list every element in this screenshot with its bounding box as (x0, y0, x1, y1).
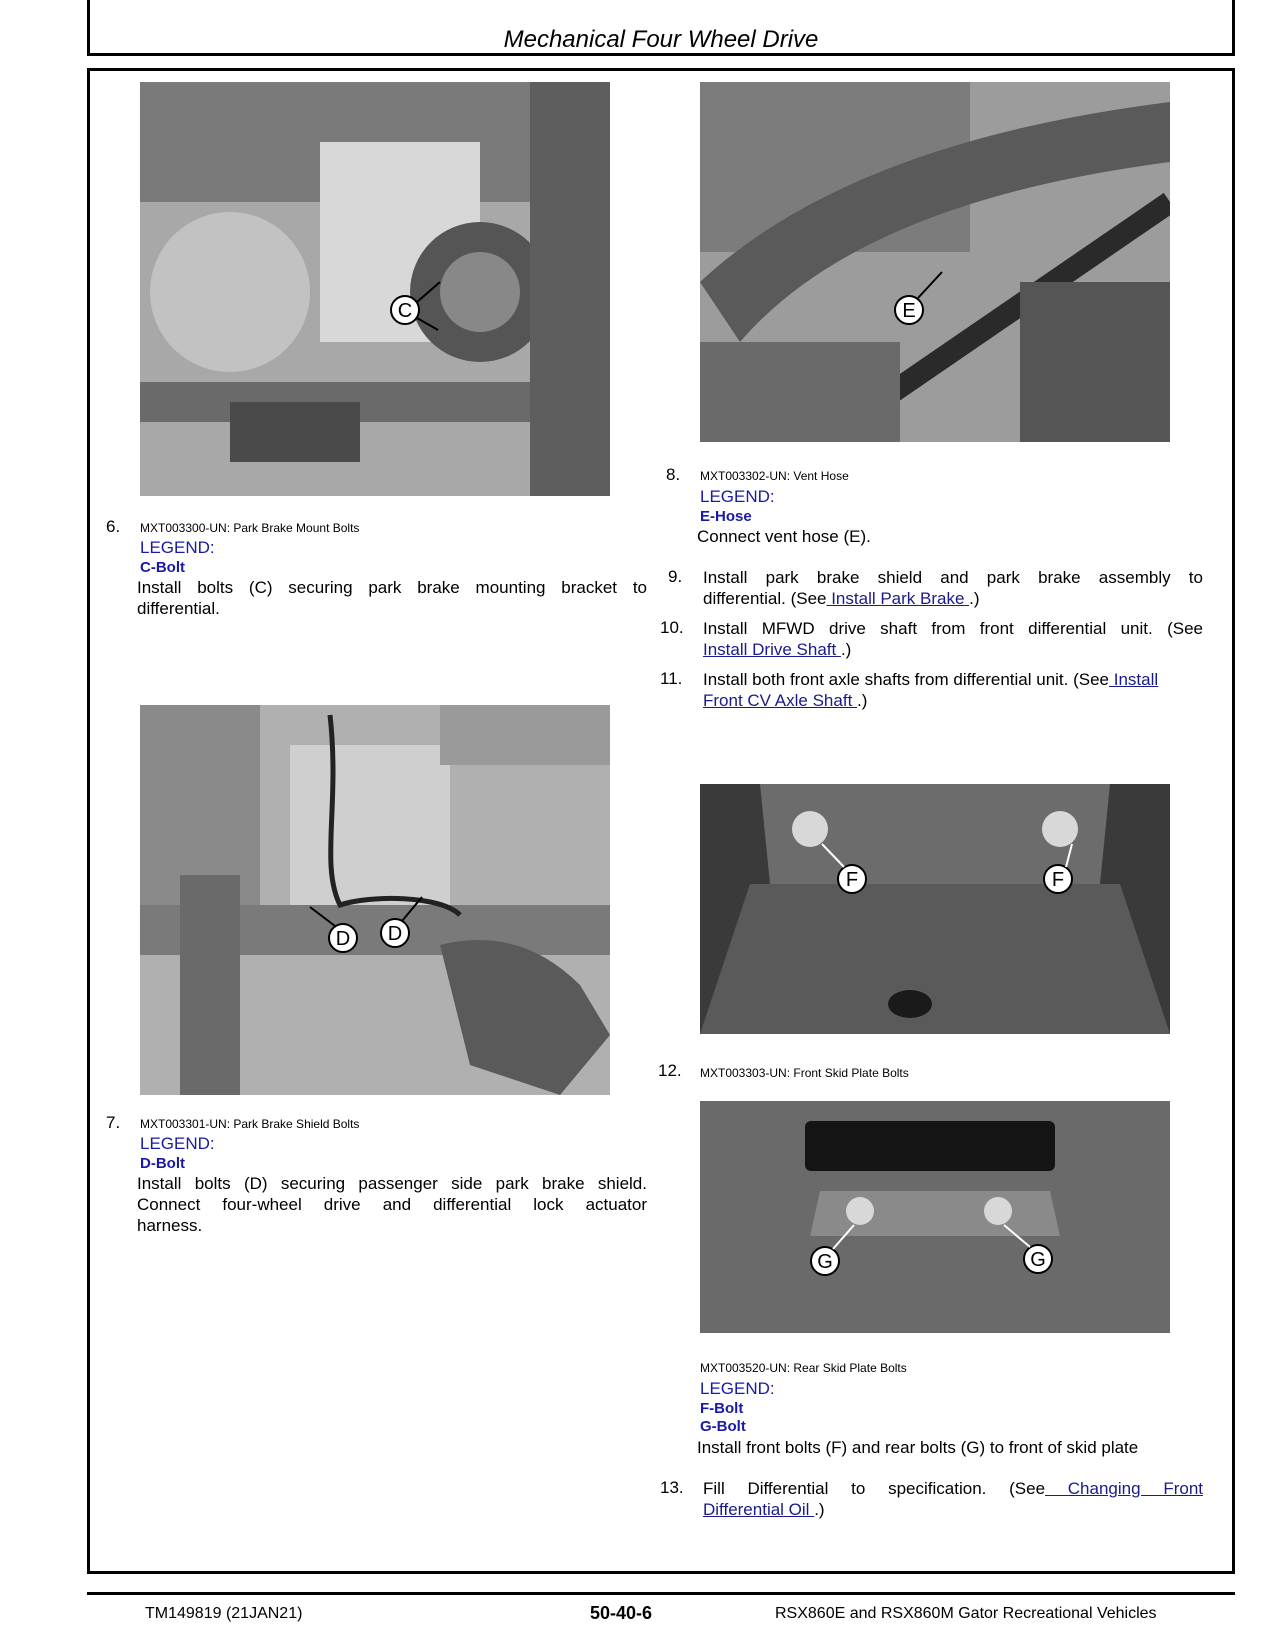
footer-page-number: 50-40-6 (590, 1603, 653, 1623)
figure-front-skid-plate-bolts (700, 784, 1170, 1034)
install-front-cv-axle-shaft-link[interactable]: Front CV Axle Shaft (703, 691, 858, 710)
figure-park-brake-mount-bolts (140, 82, 610, 496)
legend-title: LEGEND: (140, 538, 215, 557)
install-park-brake-link[interactable]: Install Park Brake (826, 589, 970, 608)
step-text-part: .) (814, 1500, 825, 1519)
step-text-part: .) (857, 691, 868, 710)
legend-title: LEGEND: (700, 1379, 775, 1398)
step-text: Connect four-wheel drive and differential lock actuator (137, 1195, 647, 1214)
step-text: Install park brake shield and park brake assembly to (703, 568, 1203, 587)
step-text-part: .) (840, 640, 852, 659)
callout-f: F (845, 869, 859, 891)
callout-g: G (1030, 1249, 1046, 1271)
step-text: differential. (137, 599, 220, 618)
step-text: Install front bolts (F) and rear bolts (G) to front of skid plate (697, 1438, 1139, 1457)
step-text-part: differential. (See (703, 589, 827, 608)
footer-product: RSX860E and RSX860M Gator Recreational Vehicles (775, 1605, 1157, 1622)
step-text (703, 690, 867, 711)
step-text (703, 588, 980, 609)
step-number: 9. (668, 567, 683, 586)
figure-rear-skid-plate-bolts (700, 1101, 1170, 1333)
callout-e: E (902, 300, 916, 322)
callout-d: D (335, 928, 351, 950)
figure-vent-hose (700, 82, 1170, 442)
step-number: 6. (106, 517, 121, 536)
legend-item: G-Bolt (700, 1418, 746, 1435)
step-text (703, 1499, 825, 1520)
step-text-part: Install both front axle shafts from differential unit. (See (703, 670, 1110, 689)
figure-park-brake-shield-bolts (140, 705, 610, 1095)
figure-caption: MXT003520-UN: Rear Skid Plate Bolts (700, 1361, 907, 1375)
step-number: 7. (106, 1113, 121, 1132)
legend-title: LEGEND: (140, 1134, 215, 1153)
figure-caption: MXT003302-UN: Vent Hose (700, 469, 849, 483)
step-number: 8. (666, 465, 681, 484)
figure-caption: MXT003300-UN: Park Brake Mount Bolts (140, 521, 360, 535)
changing-front-differential-oil-link[interactable]: Changing Front (1045, 1479, 1203, 1498)
legend-item: C-Bolt (140, 559, 185, 576)
callout-g: G (817, 1251, 833, 1273)
step-text-part: Fill Differential to specification. (See (703, 1479, 1046, 1498)
step-number: 12. (658, 1061, 682, 1080)
legend-item: D-Bolt (140, 1155, 185, 1172)
install-front-cv-axle-shaft-link[interactable]: Install (1109, 670, 1159, 689)
step-number: 11. (660, 669, 683, 688)
step-text (703, 669, 1203, 690)
footer-rule (87, 1592, 1235, 1595)
callout-f: F (1051, 869, 1065, 891)
callout-c: C (397, 300, 413, 322)
legend-item: F-Bolt (700, 1400, 744, 1417)
step-text (703, 639, 851, 660)
legend-title: LEGEND: (700, 487, 775, 506)
legend-item: E-Hose (700, 508, 752, 525)
step-text: Connect vent hose (E). (697, 527, 871, 546)
footer-doc-id: TM149819 (21JAN21) (145, 1605, 303, 1622)
step-number: 13. (660, 1478, 684, 1497)
step-text-part: .) (969, 589, 980, 608)
page-title: Mechanical Four Wheel Drive (503, 26, 819, 53)
changing-front-differential-oil-link[interactable]: Differential Oil (703, 1500, 815, 1519)
step-text (703, 1478, 1203, 1499)
callout-d: D (387, 923, 403, 945)
step-number: 10. (660, 618, 684, 637)
step-text: Install bolts (D) securing passenger side park brake shield. (137, 1174, 647, 1193)
step-text: Install MFWD drive shaft from front differential unit. (See (703, 619, 1203, 638)
install-drive-shaft-link[interactable]: Install Drive Shaft (703, 640, 841, 659)
figure-caption: MXT003301-UN: Park Brake Shield Bolts (140, 1117, 360, 1131)
step-text: harness. (137, 1216, 203, 1235)
figure-caption: MXT003303-UN: Front Skid Plate Bolts (700, 1066, 909, 1080)
step-text: Install bolts (C) securing park brake mounting bracket to (137, 578, 647, 597)
